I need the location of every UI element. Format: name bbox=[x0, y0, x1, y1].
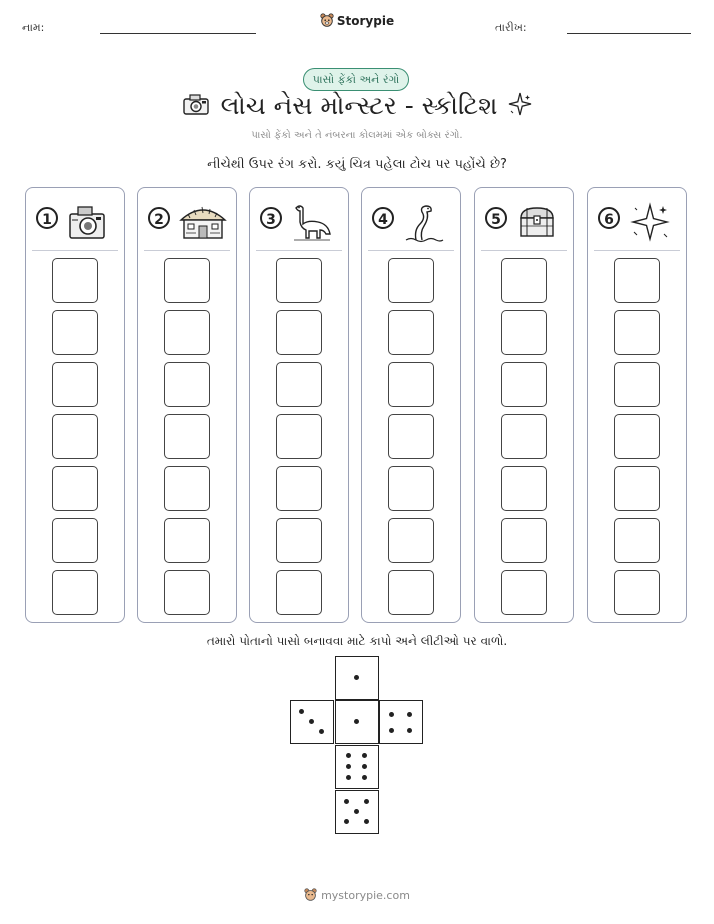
color-box[interactable] bbox=[164, 466, 210, 511]
color-box[interactable] bbox=[501, 258, 547, 303]
pip bbox=[309, 719, 314, 724]
column-5 bbox=[474, 187, 574, 623]
color-box[interactable] bbox=[388, 258, 434, 303]
color-box[interactable] bbox=[501, 310, 547, 355]
cut-instructions: તમારો પોતાનો પાસો બનાવવા માટે કાપો અને લીટીઓ પર વાળો. bbox=[206, 634, 508, 648]
color-box[interactable] bbox=[276, 258, 322, 303]
color-box[interactable] bbox=[388, 362, 434, 407]
instructions-subtitle: પાસો ફેંકો અને તે નંબરના કોલમમાં એક બોક્સ રંગો. bbox=[251, 130, 463, 141]
color-box[interactable] bbox=[52, 310, 98, 355]
pip bbox=[354, 675, 359, 680]
column-number: 6 bbox=[598, 207, 620, 229]
pip bbox=[344, 799, 349, 804]
color-box[interactable] bbox=[276, 518, 322, 563]
color-box[interactable] bbox=[614, 414, 660, 459]
color-box[interactable] bbox=[164, 518, 210, 563]
die-face-bottom bbox=[335, 790, 379, 834]
color-box[interactable] bbox=[614, 362, 660, 407]
color-box[interactable] bbox=[614, 258, 660, 303]
color-box[interactable] bbox=[501, 518, 547, 563]
pip bbox=[344, 819, 349, 824]
color-box[interactable] bbox=[276, 310, 322, 355]
pip bbox=[362, 775, 367, 780]
pip bbox=[364, 799, 369, 804]
question-text: નીચેથી ઉપર રંગ કરો. કયું ચિત્ર પહેલા ટોચ પર પહોંચે છે? bbox=[207, 157, 507, 172]
camera-icon bbox=[181, 92, 211, 122]
color-box[interactable] bbox=[164, 414, 210, 459]
sparkle-icon bbox=[628, 202, 672, 246]
color-box[interactable] bbox=[164, 570, 210, 615]
color-box[interactable] bbox=[614, 310, 660, 355]
die-face-lower bbox=[335, 745, 379, 789]
pip bbox=[362, 764, 367, 769]
column-number: 5 bbox=[485, 207, 507, 229]
color-box[interactable] bbox=[52, 258, 98, 303]
die-face-center bbox=[335, 700, 379, 744]
pip bbox=[407, 712, 412, 717]
sparkle-icon bbox=[507, 91, 533, 123]
die-face-top bbox=[335, 656, 379, 700]
column-4 bbox=[361, 187, 461, 623]
pip bbox=[346, 764, 351, 769]
pip bbox=[389, 728, 394, 733]
camera-icon bbox=[66, 202, 110, 246]
column-divider bbox=[256, 250, 342, 251]
color-box[interactable] bbox=[276, 570, 322, 615]
pip bbox=[354, 719, 359, 724]
name-label: નામ: bbox=[22, 21, 45, 34]
pip bbox=[354, 809, 359, 814]
color-box[interactable] bbox=[276, 466, 322, 511]
pip bbox=[346, 775, 351, 780]
name-line[interactable] bbox=[100, 33, 256, 34]
column-number: 2 bbox=[148, 207, 170, 229]
column-1 bbox=[25, 187, 125, 623]
color-box[interactable] bbox=[52, 414, 98, 459]
column-divider bbox=[594, 250, 680, 251]
color-box[interactable] bbox=[276, 362, 322, 407]
color-box[interactable] bbox=[501, 414, 547, 459]
bear-logo-icon bbox=[320, 13, 334, 30]
treasure-chest-icon bbox=[515, 202, 559, 246]
color-box[interactable] bbox=[52, 362, 98, 407]
column-number: 1 bbox=[36, 207, 58, 229]
dinosaur-icon bbox=[290, 202, 334, 248]
date-label: તારીખ: bbox=[495, 21, 527, 34]
pip bbox=[362, 753, 367, 758]
column-divider bbox=[144, 250, 230, 251]
column-3 bbox=[249, 187, 349, 623]
brand-name: Storypie bbox=[336, 14, 395, 28]
page-title bbox=[0, 91, 714, 123]
column-divider bbox=[368, 250, 454, 251]
color-box[interactable] bbox=[501, 570, 547, 615]
color-box[interactable] bbox=[614, 518, 660, 563]
color-box[interactable] bbox=[388, 310, 434, 355]
color-box[interactable] bbox=[388, 466, 434, 511]
column-divider bbox=[481, 250, 567, 251]
column-6 bbox=[587, 187, 687, 623]
cottage-icon bbox=[178, 202, 228, 246]
color-box[interactable] bbox=[501, 362, 547, 407]
pip bbox=[407, 728, 412, 733]
color-box[interactable] bbox=[52, 518, 98, 563]
brand-logo bbox=[0, 13, 714, 30]
sea-serpent-icon bbox=[402, 202, 446, 250]
column-number: 3 bbox=[260, 207, 282, 229]
date-line[interactable] bbox=[567, 33, 691, 34]
die-face-left bbox=[290, 700, 334, 744]
pip bbox=[319, 729, 324, 734]
die-face-right bbox=[379, 700, 423, 744]
color-box[interactable] bbox=[52, 466, 98, 511]
pip bbox=[364, 819, 369, 824]
column-2 bbox=[137, 187, 237, 623]
color-box[interactable] bbox=[388, 518, 434, 563]
bear-logo-icon bbox=[304, 888, 317, 904]
footer-url[interactable]: mystorypie.com bbox=[321, 889, 410, 902]
color-box[interactable] bbox=[164, 258, 210, 303]
pip bbox=[346, 753, 351, 758]
column-divider bbox=[32, 250, 118, 251]
game-type-badge: પાસો ફેંકો અને રંગો bbox=[303, 68, 409, 91]
color-box[interactable] bbox=[52, 570, 98, 615]
title-text: લોચ નેસ મોન્સ્ટર - સ્કોટિશ bbox=[220, 91, 498, 120]
color-box[interactable] bbox=[276, 414, 322, 459]
color-box[interactable] bbox=[164, 362, 210, 407]
color-box[interactable] bbox=[614, 570, 660, 615]
color-box[interactable] bbox=[164, 310, 210, 355]
color-box[interactable] bbox=[388, 570, 434, 615]
pip bbox=[299, 709, 304, 714]
column-number: 4 bbox=[372, 207, 394, 229]
color-box[interactable] bbox=[614, 466, 660, 511]
footer bbox=[0, 888, 714, 904]
color-box[interactable] bbox=[501, 466, 547, 511]
color-box[interactable] bbox=[388, 414, 434, 459]
pip bbox=[389, 712, 394, 717]
